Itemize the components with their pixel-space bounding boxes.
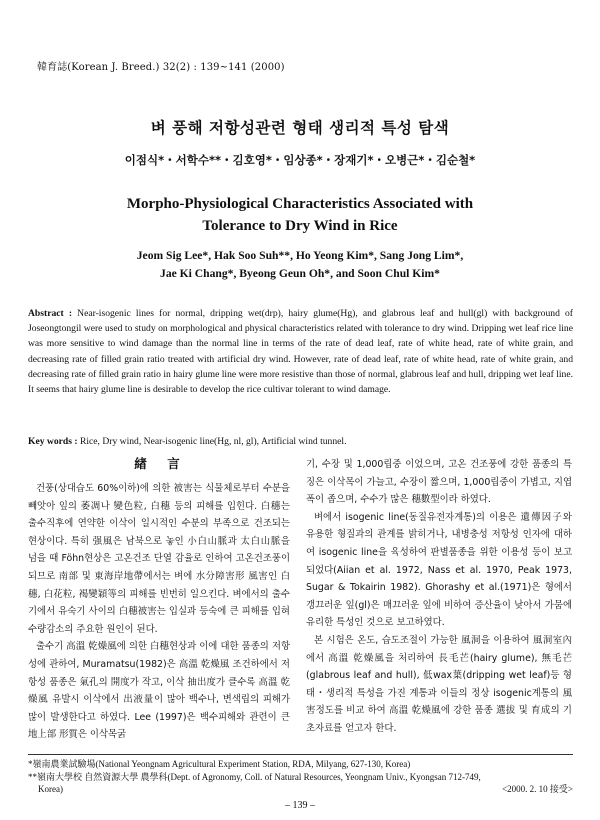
title-english bbox=[0, 193, 600, 237]
title-korean: 벼 풍해 저항성관련 형태 생리적 특성 탐색 bbox=[150, 119, 450, 137]
received-date: <2000. 2. 10 接受> bbox=[502, 784, 573, 794]
abstract bbox=[28, 306, 573, 397]
paragraph: 기, 수장 및 1,000립중 이었으며, 고온 건조풍에 강한 품종의 특징은 이삭목이 가늘고, 수장이 짧으며, 1,000립중이 가볍고, 지엽 폭이 좁으며, 수수가 많은 穗數型이라 하였다. bbox=[306, 459, 572, 506]
footnotes bbox=[28, 758, 573, 796]
body-left-column bbox=[28, 480, 290, 744]
title-english-line2: Tolerance to Dry Wind in Rice bbox=[202, 218, 398, 234]
authors-korean: 이점식*・서학수**・김호영*・임상종*・장재기*・오병근*・김순철* bbox=[124, 153, 476, 167]
journal-citation: 韓育誌(Korean J. Breed.) 32(2) : 139~141 (2000) bbox=[37, 62, 285, 73]
page-number: – 139 – bbox=[285, 800, 315, 811]
section-heading-introduction: 緖 言 bbox=[134, 456, 184, 471]
title-english-line1: Morpho-Physiological Characteristics Associated with bbox=[126, 196, 474, 212]
footnote-affiliation-1: *嶺南農業試驗場(National Yeongnam Agricultural Experiment Station, RDA, Milyang, 627-130, Korea) bbox=[28, 759, 411, 769]
authors-english bbox=[0, 247, 600, 283]
footnote-affiliation-2-cont: Korea) bbox=[38, 784, 63, 794]
paragraph: 출수기 高溫 乾燥風에 의한 白穗현상과 이에 대한 품종의 저항성에 관하여, Muramatsu(1982)은 高溫 乾燥風 조건하에서 저항성 품종은 氣孔의 開度가 작고, 이삭 抽出度가 클수록 高溫 乾燥風 유발시 이삭에서 出液量이 많아 백수나, 변색립의 피해가 많이 발생한다고 하였다. Lee (1997)은 백수피해와 관련이 큰 地上部 形質은 이삭목굵 bbox=[28, 641, 290, 741]
footnote-divider bbox=[28, 754, 573, 755]
paragraph: 벼에서 isogenic line(동질유전자계통)의 이용은 遺傳因子와 유용한 형질과의 관계를 밝히거나, 내병충성 저항성 인자에 대하여 isogenic line을 육성하여 판별품종을 위한 이용성 등이 보고되었다(Aiian et al. 1972, Nass et al. 1970, Peak 1973, Sugar & Tokairin 1982). Ghorashy et al.(1971)은 형에서 갱끄러운 잎(gl)은 매끄러운 잎에 비하여 증산율이 낮아서 가뭄에 유리한 특성인 것으로 보고하였다. bbox=[306, 511, 572, 629]
footnote-affiliation-2: **嶺南大學校 自然資源大學 農學科(Dept. of Agronomy, Coll. of Natural Resources, Yeongnam Univ., Kyongsan 712-749, bbox=[28, 771, 481, 782]
keywords-text: Rice, Dry wind, Near-isogenic line(Hg, nl, gl), Artificial wind tunnel. bbox=[77, 436, 347, 447]
keywords-label: Key words : bbox=[28, 436, 78, 447]
abstract-text: Near-isogenic lines for normal, dripping wet(drp), hairy glume(Hg), and glabrous leaf and hull(gl) with background of Joseongtongil were used to study on morphological and physical characteristics related with tolerance to dry wind. Dripping wet leaf rice line was more sensitive to wind damage than the normal line in terms of the rate of dead leaf, rate of white head, rate of white grain, and decreasing rate of filled grain ratio treated with artificial dry wind. However, rate of dead leaf, rate of white head, rate of white grain, and decreasing rate of filled grain ratio in hairy glume line were more resistive than those of normal, glabrous leaf and hull, dripping wet leaf line. It seems that hairy glume line is desirable to develop the rice cultivar tolerant to wind damage. bbox=[28, 308, 573, 396]
paragraph: 본 시험은 온도, 습도조절이 가능한 風洞을 이용하여 風洞室內에서 高溫 乾燥風을 처리하여 長毛芒(hairy glume), 無毛芒(glabrous leaf and hull), 低wax葉(dripping wet leaf)등 형태・생리적 특성을 가진 계통과 이들의 정상 isogenic계통의 風害정도를 비교 하여 高溫 乾燥風에 강한 품종 選拔 및 育成의 기초자료를 얻고자 한다. bbox=[306, 634, 572, 734]
abstract-label: Abstract : bbox=[28, 308, 73, 319]
body-right-column bbox=[306, 456, 572, 738]
keywords bbox=[28, 436, 573, 447]
authors-english-line2: Jae Ki Chang*, Byeong Geun Oh*, and Soon Chul Kim* bbox=[160, 267, 440, 280]
footnote-row bbox=[28, 783, 573, 796]
authors-english-line1: Jeom Sig Lee*, Hak Soo Suh**, Ho Yeong Kim*, Sang Jong Lim*, bbox=[136, 249, 464, 262]
paragraph: 건풍(상대습도 60%이하)에 의한 被害는 식물체로부터 수분을 빼앗아 잎의 萎凋나 變色粒, 白穗 등의 피해를 입힌다. 白穗는 출수직후에 연약한 이삭이 일시적인 수분의 부족으로 건조되는 현상이다. 특히 强風은 남북으로 놓인 小白山脈과 太白山脈을 넘을 때 Föhn현상은 고온건조 단열 감율로 인하여 고온건조풍이 되므로 南部 및 東海岸地帶에서는 벼에 水分障害形 風害인 白穗, 白花粒, 褐變穎等의 피해를 빈번히 일으킨다. 벼에서의 출수기에서 유숙기 사이의 白穗被害는 입실과 등숙에 큰 피해를 입혀 수량감소의 주요한 원인이 된다. bbox=[28, 483, 290, 635]
